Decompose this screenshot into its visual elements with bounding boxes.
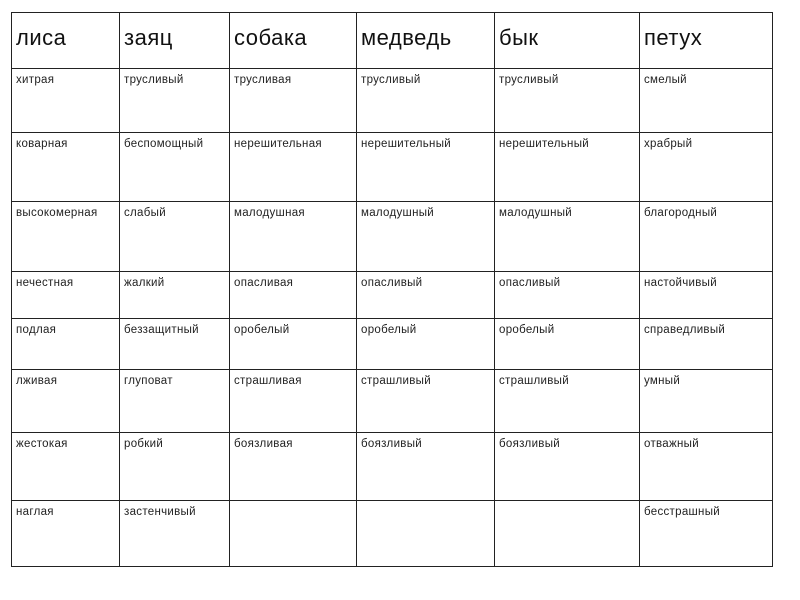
table-cell: благородный [640, 202, 773, 272]
table-cell: трусливый [495, 69, 640, 133]
table-cell: малодушный [495, 202, 640, 272]
table-cell: высокомерная [12, 202, 120, 272]
table-row [12, 133, 773, 202]
table-row [12, 272, 773, 319]
table-cell: страшливая [230, 370, 357, 433]
header-cell-bull: бык [495, 13, 640, 69]
table-cell: боязливая [230, 433, 357, 501]
table-cell [495, 501, 640, 567]
table-cell: храбрый [640, 133, 773, 202]
table-cell: нерешительный [495, 133, 640, 202]
header-row [12, 13, 773, 69]
table-cell: беспомощный [120, 133, 230, 202]
table-cell: застенчивый [120, 501, 230, 567]
table-cell: отважный [640, 433, 773, 501]
header-cell-hare: заяц [120, 13, 230, 69]
table-cell: опасливая [230, 272, 357, 319]
table-cell: опасливый [357, 272, 495, 319]
table-cell: хитрая [12, 69, 120, 133]
table-cell [357, 501, 495, 567]
table-cell: настойчивый [640, 272, 773, 319]
table-cell: робкий [120, 433, 230, 501]
table-row [12, 69, 773, 133]
table-cell: малодушный [357, 202, 495, 272]
table-cell: нерешительный [357, 133, 495, 202]
table-cell: жестокая [12, 433, 120, 501]
table-cell: боязливый [495, 433, 640, 501]
table-cell: оробелый [230, 319, 357, 370]
table-cell: лживая [12, 370, 120, 433]
table-cell: оробелый [495, 319, 640, 370]
table-cell: страшливый [495, 370, 640, 433]
table-cell: боязливый [357, 433, 495, 501]
table-cell: подлая [12, 319, 120, 370]
table-cell: умный [640, 370, 773, 433]
table-cell: жалкий [120, 272, 230, 319]
adjectives-table [11, 12, 773, 567]
table-cell: малодушная [230, 202, 357, 272]
table-cell: оробелый [357, 319, 495, 370]
header-cell-fox: лиса [12, 13, 120, 69]
table-cell: бесстрашный [640, 501, 773, 567]
table-row [12, 433, 773, 501]
table-cell: трусливая [230, 69, 357, 133]
table-row [12, 202, 773, 272]
table-row [12, 319, 773, 370]
header-cell-dog: собака [230, 13, 357, 69]
table-cell: справедливый [640, 319, 773, 370]
table-cell: трусливый [120, 69, 230, 133]
table-cell: опасливый [495, 272, 640, 319]
header-cell-rooster: петух [640, 13, 773, 69]
table-cell: нерешительная [230, 133, 357, 202]
table-cell: беззащитный [120, 319, 230, 370]
table-cell: смелый [640, 69, 773, 133]
table-cell: трусливый [357, 69, 495, 133]
header-cell-bear: медведь [357, 13, 495, 69]
table-cell: страшливый [357, 370, 495, 433]
table-row [12, 501, 773, 567]
table-row [12, 370, 773, 433]
table-cell: глуповат [120, 370, 230, 433]
table-cell: нечестная [12, 272, 120, 319]
table-cell: наглая [12, 501, 120, 567]
table-cell: коварная [12, 133, 120, 202]
table-cell [230, 501, 357, 567]
table-cell: слабый [120, 202, 230, 272]
